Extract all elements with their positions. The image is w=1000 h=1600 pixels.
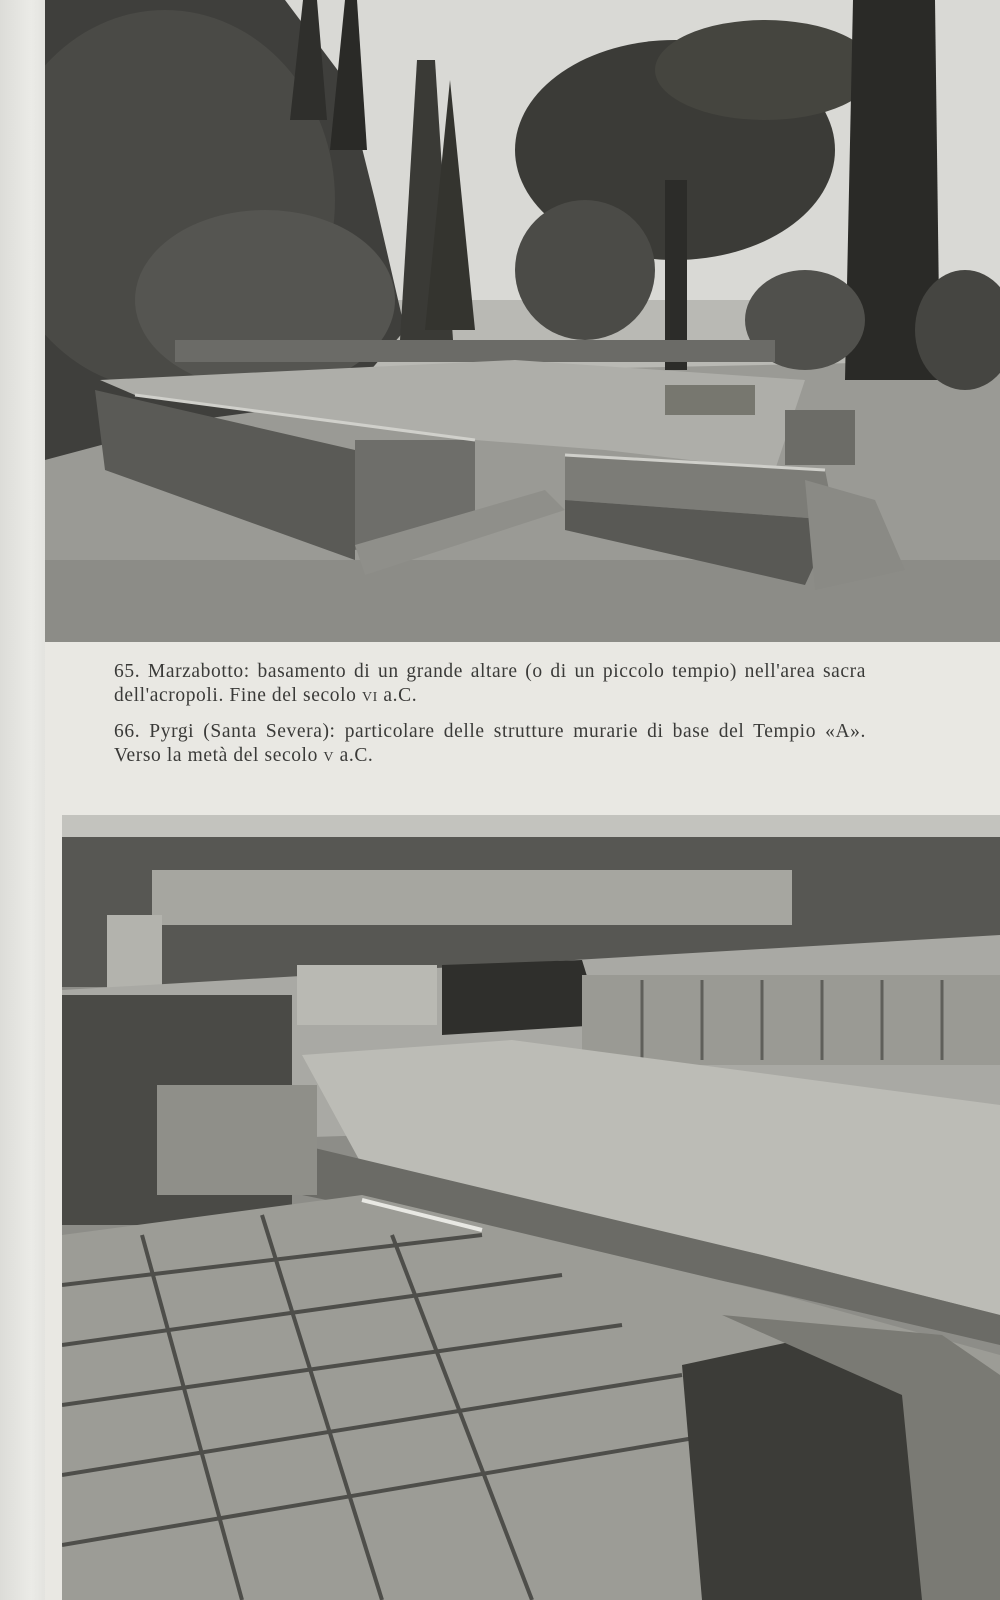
photo-66-image [62, 815, 1000, 1600]
photo-pyrgi-temple-masonry [62, 815, 1000, 1600]
caption-figure-65 [114, 660, 866, 708]
figure-place: Pyrgi (Santa Severa): [149, 721, 336, 742]
figure-number: 66. [114, 721, 141, 742]
figure-era: a.C. [377, 685, 418, 706]
photo-marzabotto-altar [45, 0, 1000, 642]
figure-era: a.C. [334, 745, 374, 766]
figure-number: 65. [114, 661, 141, 682]
caption-figure-66 [114, 720, 866, 768]
century-numeral: v [323, 745, 335, 766]
century-numeral: vi [361, 685, 378, 706]
figure-description: basamento di un grande altare (o di un piccolo tempio) nell'area sacra dell'acropoli. Fine del secolo [114, 661, 866, 706]
figure-description: particolare delle strutture murarie di base del Tempio «A». Verso la metà del secolo [114, 721, 866, 766]
page-margin [0, 0, 45, 1600]
photo-65-image [45, 0, 1000, 642]
figure-place: Marzabotto: [147, 661, 250, 682]
caption-block [114, 660, 866, 780]
